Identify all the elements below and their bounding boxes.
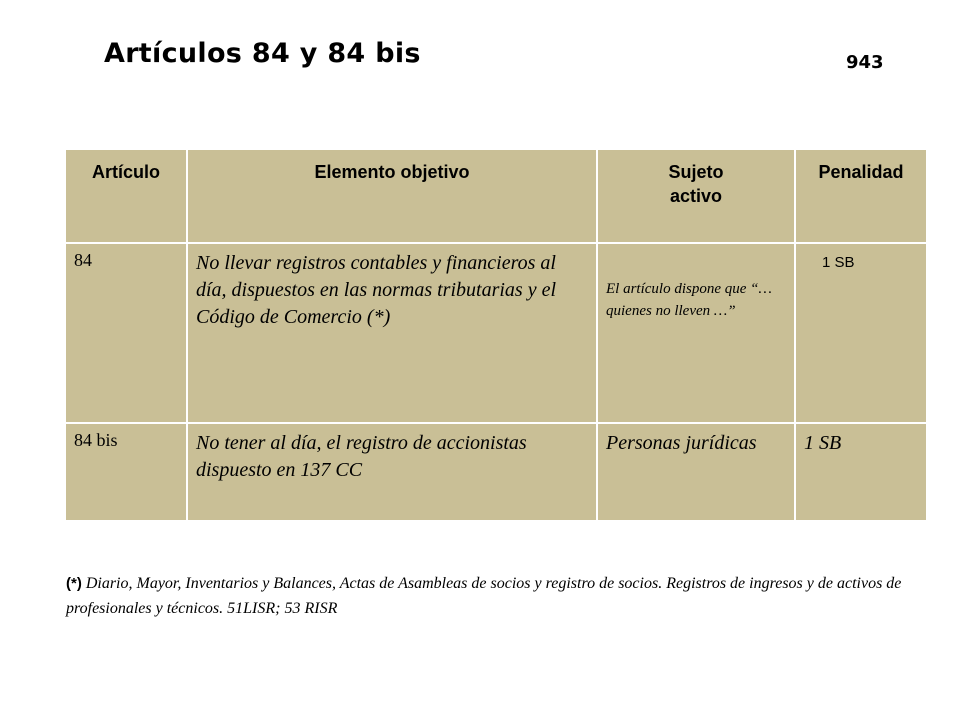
- cell-articulo: 84: [65, 243, 187, 423]
- footnote: [66, 571, 926, 621]
- header-sujeto-line1: Sujeto: [668, 162, 724, 182]
- page-title: Artículos 84 y 84 bis: [104, 38, 421, 69]
- cell-penalidad: 1 SB: [795, 243, 927, 423]
- table-row: [65, 423, 927, 521]
- cell-articulo: 84 bis: [65, 423, 187, 521]
- cell-sujeto-activo: El artículo dispone que “… quienes no lleven …”: [597, 243, 795, 423]
- header-sujeto-activo: [597, 149, 795, 243]
- footnote-text: Diario, Mayor, Inventarios y Balances, Actas de Asambleas de socios y registro de socios. Registros de ingresos y de activos de profesionales y técnicos. 51LISR; 53 RISR: [66, 575, 902, 617]
- footnote-mark: (*): [66, 575, 82, 592]
- header-articulo: Artículo: [65, 149, 187, 243]
- cell-elemento-objetivo: No llevar registros contables y financieros al día, dispuestos en las normas tributarias y el Código de Comercio (*): [187, 243, 597, 423]
- cell-sujeto-activo: Personas jurídicas: [597, 423, 795, 521]
- table-header-row: [65, 149, 927, 243]
- cell-elemento-objetivo: No tener al día, el registro de accionistas dispuesto en 137 CC: [187, 423, 597, 521]
- table-row: [65, 243, 927, 423]
- header-elemento-objetivo: Elemento objetivo: [187, 149, 597, 243]
- cell-penalidad: 1 SB: [795, 423, 927, 521]
- header-penalidad: Penalidad: [795, 149, 927, 243]
- header-sujeto-line2: activo: [669, 186, 723, 206]
- page-number: 943: [846, 52, 884, 73]
- articles-table: [64, 148, 928, 522]
